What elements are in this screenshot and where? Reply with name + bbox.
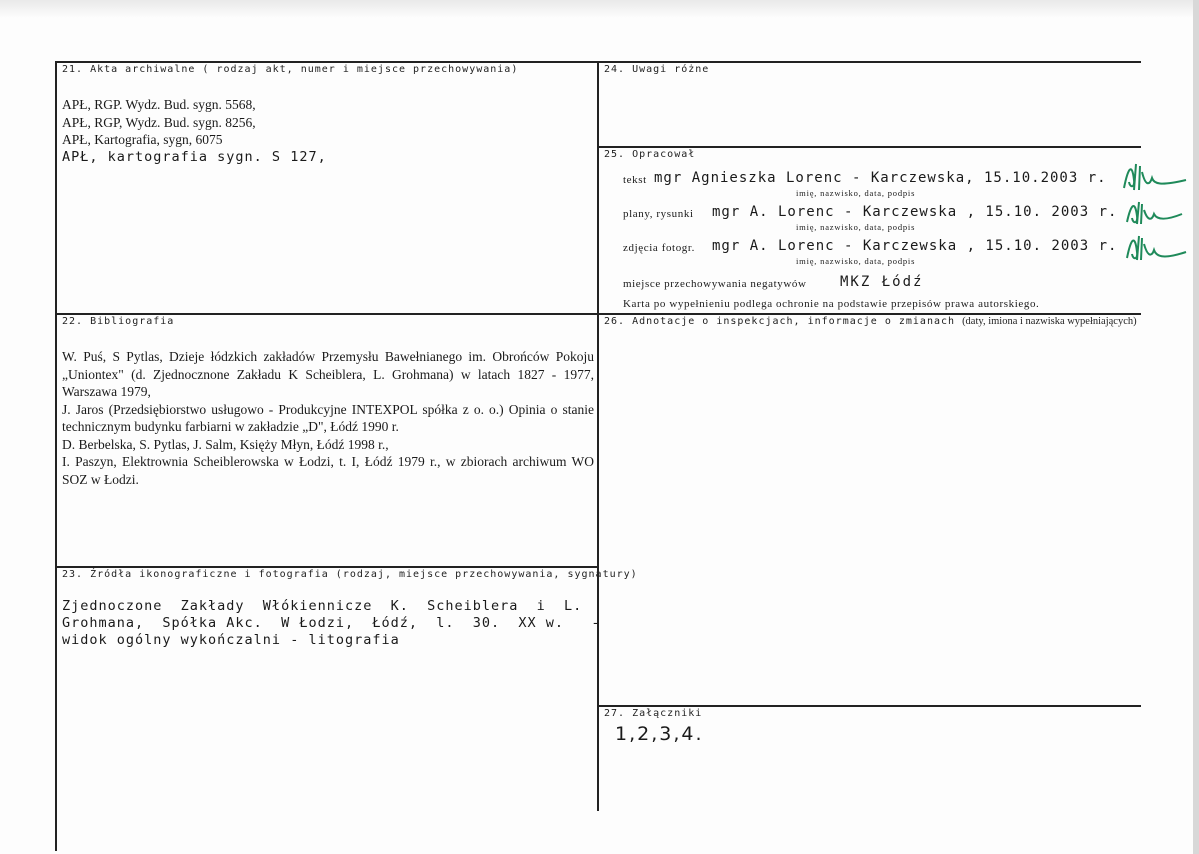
iconography-line: Zjednoczone Zakłady Włókiennicze K. Scheiblera i L. bbox=[62, 598, 583, 614]
author-row-caption: imię, nazwisko, data, podpis bbox=[796, 188, 916, 198]
section-27-label: 27. Załączniki bbox=[604, 708, 703, 719]
author-row-value: mgr A. Lorenc - Karczewska , 15.10. 2003 r. bbox=[712, 238, 1118, 254]
section-23-label: 23. Źródła ikonograficzne i fotografia (rodzaj, miejsce przechowywania, sygnatury) bbox=[62, 569, 638, 580]
negatives-label: miejsce przechowywania negatywów bbox=[623, 278, 807, 290]
author-row-value: mgr Agnieszka Lorenc - Karczewska, 15.10.2003 r. bbox=[654, 170, 1107, 186]
rule-24-25 bbox=[597, 146, 1141, 148]
section-26-title: 26. Adnotacje o inspekcjach, informacje o zmianach bbox=[604, 316, 956, 327]
rule-25-26 bbox=[597, 313, 1141, 315]
signature-mark bbox=[1120, 158, 1188, 194]
signature-mark bbox=[1124, 230, 1190, 264]
section-21-archives bbox=[62, 96, 256, 149]
archive-line: APŁ, RGP, Wydz. Bud. sygn. 8256, bbox=[62, 114, 256, 130]
author-row-caption: imię, nazwisko, data, podpis bbox=[796, 222, 916, 232]
archive-typed-line: APŁ, kartografia sygn. S 127, bbox=[62, 149, 327, 165]
author-row-prefix: tekst bbox=[623, 174, 647, 186]
rule-26-27 bbox=[597, 705, 1141, 707]
iconography-line: Grohmana, Spółka Akc. W Łodzi, Łódź, l. 30. XX w. - bbox=[62, 615, 601, 631]
attachments-value: 1,2,3,4. bbox=[615, 723, 704, 745]
scan-right-edge bbox=[1193, 0, 1199, 854]
author-row-prefix: zdjęcia fotogr. bbox=[623, 242, 695, 254]
archive-line: APŁ, Kartografia, sygn, 6075 bbox=[62, 132, 223, 147]
rule-21-22 bbox=[55, 313, 597, 315]
signature-mark bbox=[1124, 196, 1186, 228]
left-rule bbox=[55, 61, 57, 851]
section-22-bibliography: W. Puś, S Pytlas, Dzieje łódzkich zakładów Przemysłu Bawełnianego im. Obrońców Pokoju „Uniontex" (d. Zjednocznone Zakładu K Scheiblera, L. Grohmana) w latach 1827 - 1977, Warszawa 1979, J. Jaros (Przedsiębiorstwo usługowo - Produkcyjne INTEXPOL spółka z o. o.) Opinia o stanie technicznym budynku farbiarni w zakładzie „D", Łódź 1990 r. D. Berbelska, S. Pytlas, J. Salm, Księży Młyn, Łódź 1998 r., I. Paszyn, Elektrownia Scheiblerowska w Łodzi, t. I, Łódź 1979 r., w zbiorach archiwum WO SOZ w Łodzi. bbox=[62, 349, 594, 487]
negatives-value: MKZ Łódź bbox=[840, 274, 924, 290]
scan-top-edge bbox=[0, 0, 1199, 18]
author-row-caption: imię, nazwisko, data, podpis bbox=[796, 256, 916, 266]
author-row-prefix: plany, rysunki bbox=[623, 208, 694, 220]
section-21-label: 21. Akta archiwalne ( rodzaj akt, numer i miejsce przechowywania) bbox=[62, 64, 519, 75]
center-rule bbox=[597, 61, 599, 811]
section-25-label: 25. Opracował bbox=[604, 149, 696, 160]
section-26-suffix: (daty, imiona i nazwiska wypełniających) bbox=[962, 316, 1137, 327]
copyright-note: Karta po wypełnieniu podlega ochronie na podstawie przepisów prawa autorskiego. bbox=[623, 298, 1040, 310]
iconography-line: widok ogólny wykończalni - litografia bbox=[62, 632, 400, 648]
archive-line: APŁ, RGP. Wydz. Bud. sygn. 5568, bbox=[62, 97, 256, 112]
rule-22-23 bbox=[55, 566, 597, 568]
section-22-label: 22. Bibliografia bbox=[62, 316, 175, 327]
section-24-label: 24. Uwagi różne bbox=[604, 64, 710, 75]
author-row-value: mgr A. Lorenc - Karczewska , 15.10. 2003 r. bbox=[712, 204, 1118, 220]
section-26-label bbox=[604, 316, 1137, 327]
